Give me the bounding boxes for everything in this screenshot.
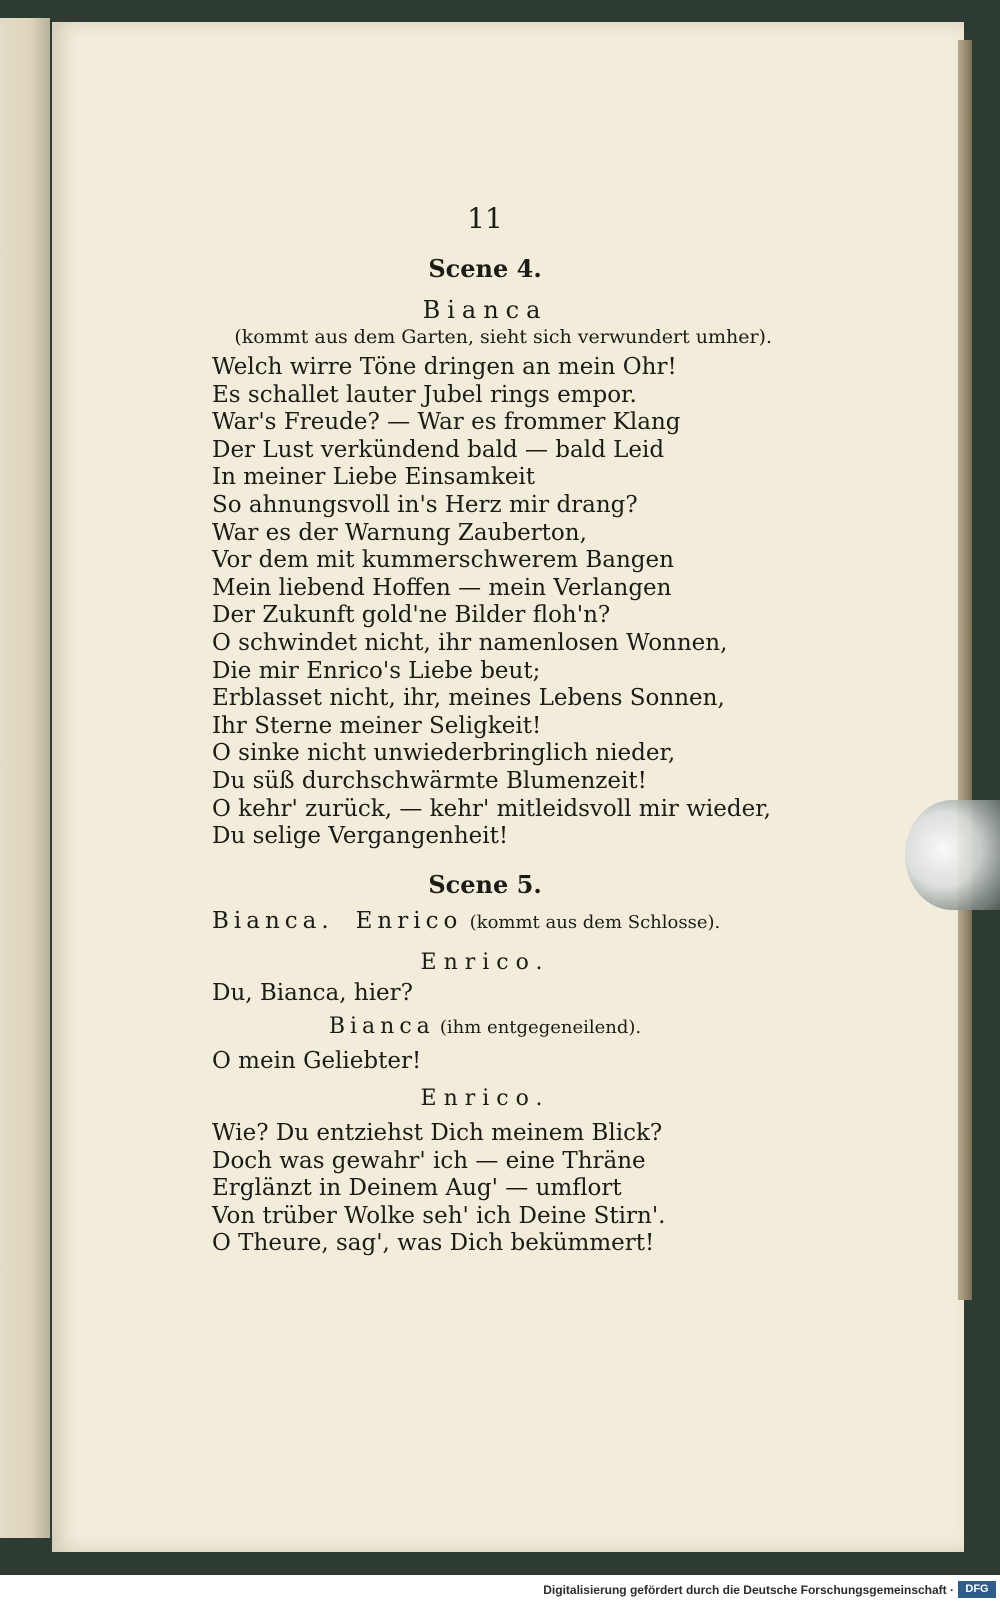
scene-4-stage-direction: (kommt aus dem Garten, sieht sich verwundert umher). [234, 326, 772, 348]
verse-line: Es schallet lauter Jubel rings empor. [212, 381, 637, 408]
verse-line: War's Freude? — War es frommer Klang [212, 409, 681, 436]
scene-5-title: Scene 5. [428, 870, 542, 899]
dfg-logo: DFG [958, 1581, 996, 1598]
verse-line: O sinke nicht unwiederbringlich nieder, [212, 740, 676, 767]
verse-line: Du selige Vergangenheit! [212, 823, 509, 850]
verse-line: Doch was gewahr' ich — eine Thräne [212, 1147, 646, 1174]
verse-line: Welch wirre Töne dringen an mein Ohr! [212, 354, 677, 380]
speech-2-speaker: Bianca [328, 1014, 435, 1039]
speech-2-direction: (ihm entgegeneilend). [439, 1017, 642, 1038]
verse-line: Du süß durchschwärmte Blumenzeit! [212, 767, 647, 794]
speech-1-speaker: Enrico. [420, 950, 550, 975]
verse-line: Die mir Enrico's Liebe beut; [212, 657, 541, 684]
scene-4-speaker: Bianca [422, 296, 548, 324]
speech-2-header [0, 1014, 970, 1039]
verse-line: O schwindet nicht, ihr namenlosen Wonnen, [212, 629, 728, 656]
verse-line: Der Lust verkündend bald — bald Leid [212, 436, 665, 463]
verse-line: Der Zukunft gold'ne Bilder floh'n? [212, 602, 611, 629]
digitization-footer [0, 1575, 1000, 1605]
speech-3-verse [212, 1120, 832, 1258]
verse-line: Mein liebend Hoffen — mein Verlangen [212, 574, 672, 601]
verse-line: In meiner Liebe Einsamkeit [212, 464, 536, 491]
page-number: 11 [467, 202, 503, 235]
scene-4-title: Scene 4. [428, 254, 542, 283]
scene-5-cast-line [212, 908, 720, 934]
verse-line: Vor dem mit kummerschwerem Bangen [212, 547, 674, 574]
scene-4-verse [212, 354, 832, 851]
verse-line: O kehr' zurück, — kehr' mitleidsvoll mir wieder, [212, 795, 771, 822]
speech-1-line: Du, Bianca, hier? [212, 980, 413, 1006]
verse-line: War es der Warnung Zauberton, [212, 519, 587, 546]
speech-3-speaker: Enrico. [420, 1086, 550, 1111]
verse-line: Erglänzt in Deinem Aug' — umflort [212, 1175, 622, 1202]
verse-line: Wie? Du entziehst Dich meinem Blick? [212, 1120, 663, 1146]
verse-line: O Theure, sag', was Dich bekümmert! [212, 1230, 655, 1257]
verse-line: Erblasset nicht, ihr, meines Lebens Sonnen, [212, 685, 725, 712]
verse-line: So ahnungsvoll in's Herz mir drang? [212, 491, 638, 518]
funding-credit: Digitalisierung gefördert durch die Deutsche Forschungsgemeinschaft · [543, 1583, 954, 1597]
cast-enrico: Enrico [355, 908, 463, 934]
cast-bianca: Bianca. [212, 908, 334, 934]
speech-2-line: O mein Geliebter! [212, 1048, 422, 1074]
cast-stage-direction: (kommt aus dem Schlosse). [469, 912, 721, 933]
verse-line: Ihr Sterne meiner Seligkeit! [212, 712, 542, 739]
verse-line: Von trüber Wolke seh' ich Deine Stirn'. [212, 1202, 666, 1229]
